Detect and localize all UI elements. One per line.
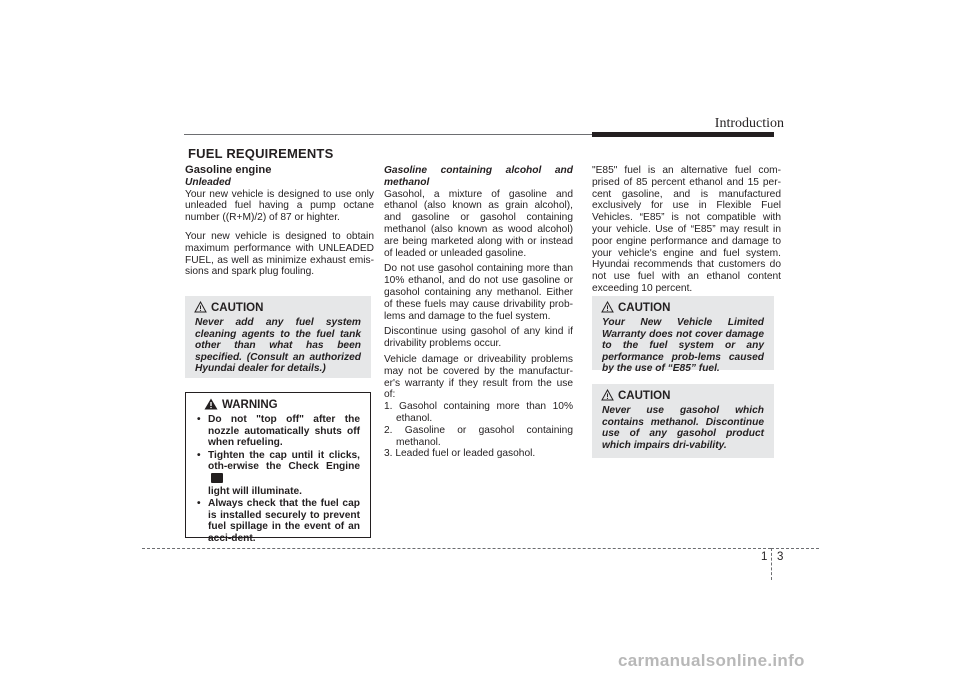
caution-title: CAUTION	[618, 390, 764, 402]
warning-title: WARNING	[222, 399, 360, 411]
column-left	[185, 165, 374, 278]
caution-text: Your New Vehicle Limited Warranty does not cover damage to the fuel system or any performance prob-lems caused by the use of “E85” fuel.	[602, 317, 764, 375]
caution-text: Never add any fuel system cleaning agents to the fuel tank other than what has been specified. (Consult an authorized Hyundai dealer for details.)	[195, 317, 361, 375]
page-number: 3	[777, 551, 784, 563]
caution-title: CAUTION	[211, 302, 361, 314]
caution-box	[185, 296, 371, 378]
caution-title: CAUTION	[618, 302, 764, 314]
watermark: carmanualsonline.info	[618, 651, 805, 670]
caution-icon	[601, 389, 614, 401]
warning-item: • Always check that the fuel cap is installed securely to prevent fuel spillage in the event of an acci-dent.	[196, 498, 360, 544]
gasoline-engine-title: Gasoline engine	[185, 164, 272, 176]
unleaded-subtitle: Unleaded	[185, 176, 231, 188]
list-item: 2. Gasoline or gasohol containing methanol.	[384, 424, 573, 448]
warning-list	[196, 414, 360, 545]
caution-icon	[194, 301, 207, 313]
check-engine-icon	[211, 473, 223, 483]
paragraph: Do not use gasohol containing more than 10% ethanol, and do not use gasoline or gasohol containing any methanol. Either of these fuels may cause drivability prob-lems and damage to the fuel system.	[384, 263, 573, 322]
caution-box	[592, 384, 774, 458]
page-heading: FUEL REQUIREMENTS	[188, 146, 334, 161]
caution-box	[592, 296, 774, 375]
section-title: Introduction	[714, 116, 784, 131]
paragraph: Discontinue using gasohol of any kind if drivability problems occur.	[384, 326, 573, 350]
alcohol-subtitle: Gasoline containing alcohol and methanol	[384, 165, 573, 188]
paragraph: "E85" fuel is an alternative fuel com-prised of 85 percent ethanol and 15 per-cent gasoline, and is manufactured exclusively for use in Flexible Fuel Vehicles. “E85” is not compatible with your vehicle. Use of “E85” may result in poor engine performance and damage to your vehicle's engine and fuel system. Hyundai recommends that customers do not use fuel with an ethanol content exceeding 10 percent.	[592, 165, 781, 294]
header-rule-accent	[592, 132, 774, 137]
warning-icon	[204, 398, 218, 410]
chapter-number: 1	[761, 551, 768, 563]
caution-icon	[601, 301, 614, 313]
page-divider	[771, 548, 772, 580]
warning-item: • Tighten the cap until it clicks, oth-erwise the Check Engine light will illuminate.	[196, 450, 360, 497]
footer-rule	[771, 548, 819, 549]
column-right	[592, 165, 781, 295]
footer-rule	[142, 548, 771, 549]
column-middle	[384, 165, 573, 460]
paragraph: Vehicle damage or driveability problems may not be covered by the manufactur-er's warranty if they result from the use of:	[384, 353, 573, 401]
paragraph: Your new vehicle is designed to obtain maximum performance with UNLEADED FUEL, as well as minimize exhaust emis-sions and spark plug fouling.	[185, 230, 374, 278]
paragraph: Gasohol, a mixture of gasoline and ethanol (also known as grain alcohol), and gasoline or gasohol containing methanol (also known as wood alcohol) are being marketed along with or instead of leaded or unleaded gasoline.	[384, 188, 573, 259]
caution-text: Never use gasohol which contains methanol. Discontinue use of any gasohol product which impairs dri-vability.	[602, 405, 764, 451]
list-item: 1. Gasohol containing more than 10% ethanol.	[384, 401, 573, 424]
list-item: 3. Leaded fuel or leaded gasohol.	[384, 448, 536, 460]
paragraph: Your new vehicle is designed to use only unleaded fuel having a pump octane number ((R+M)/2) of 87 or highter.	[185, 188, 374, 224]
warning-item: • Do not "top off" after the nozzle automatically shuts off when refueling.	[196, 414, 360, 449]
warning-box	[185, 392, 371, 544]
header-rule	[184, 134, 592, 135]
